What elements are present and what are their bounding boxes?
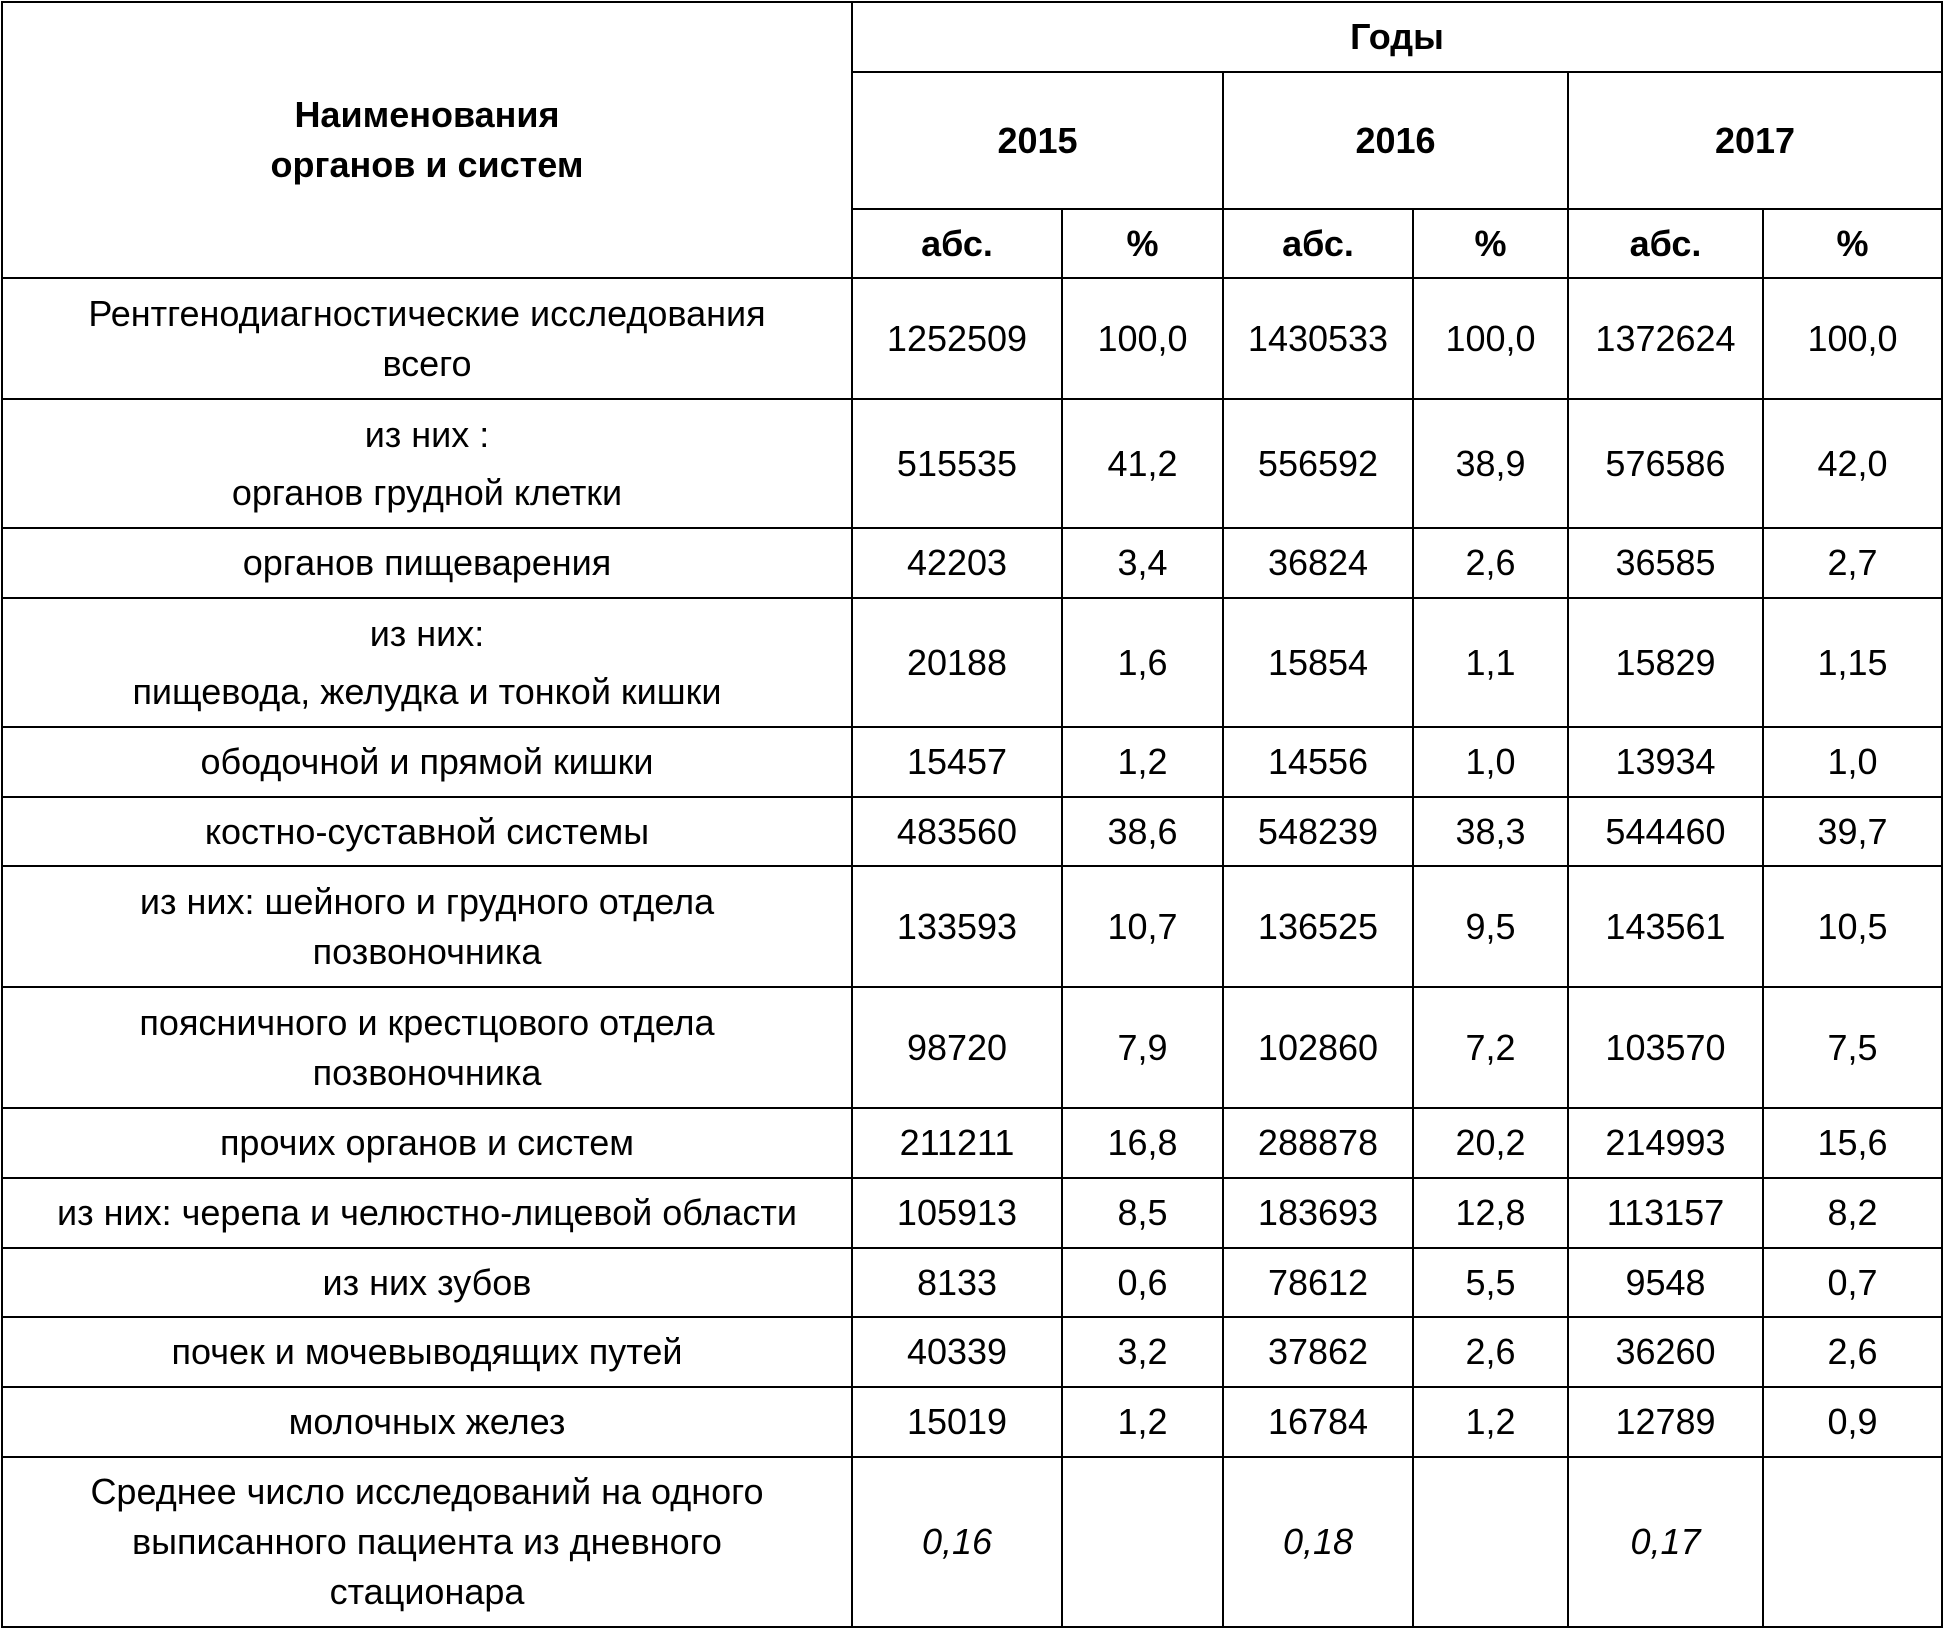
cell-abs-2017: 214993: [1568, 1108, 1763, 1178]
row-label-line1: поясничного и крестцового отдела: [139, 1001, 715, 1043]
cell-pct-2017: 15,6: [1763, 1108, 1942, 1178]
cell-pct-2015: 3,4: [1062, 528, 1223, 598]
cell-avg-empty-2017: [1763, 1457, 1942, 1627]
row-label: ободочной и прямой кишки: [2, 727, 852, 797]
table-row: [2, 797, 1942, 866]
row-label: [2, 987, 852, 1108]
statistics-table: [1, 1, 1943, 1628]
cell-abs-2016: 288878: [1223, 1108, 1413, 1178]
table-row: [2, 1178, 1942, 1248]
header-pct-2017: %: [1763, 209, 1942, 278]
cell-pct-2017: 7,5: [1763, 987, 1942, 1108]
cell-abs-2015: 20188: [852, 598, 1062, 727]
cell-abs-2015: 1252509: [852, 278, 1062, 399]
cell-pct-2015: 16,8: [1062, 1108, 1223, 1178]
cell-abs-2015: 42203: [852, 528, 1062, 598]
table-row: [2, 727, 1942, 797]
row-label: почек и мочевыводящих путей: [2, 1317, 852, 1387]
cell-pct-2016: 1,2: [1413, 1387, 1568, 1457]
cell-abs-2015: 40339: [852, 1317, 1062, 1387]
cell-pct-2016: 1,0: [1413, 727, 1568, 797]
row-label: [2, 399, 852, 528]
cell-pct-2016: 7,2: [1413, 987, 1568, 1108]
cell-abs-2015: 105913: [852, 1178, 1062, 1248]
cell-abs-2015: 15457: [852, 727, 1062, 797]
table-row: [2, 598, 1942, 727]
cell-avg-2016: 0,18: [1223, 1457, 1413, 1627]
cell-abs-2015: 483560: [852, 797, 1062, 866]
cell-abs-2017: 36585: [1568, 528, 1763, 598]
cell-abs-2016: 548239: [1223, 797, 1413, 866]
cell-abs-2017: 544460: [1568, 797, 1763, 866]
cell-pct-2016: 20,2: [1413, 1108, 1568, 1178]
cell-avg-empty-2015: [1062, 1457, 1223, 1627]
row-label-line2: позвоночника: [312, 930, 542, 972]
cell-abs-2016: 102860: [1223, 987, 1413, 1108]
row-label-line1: из них:: [369, 612, 485, 654]
cell-pct-2015: 7,9: [1062, 987, 1223, 1108]
row-label-line1: Рентгенодиагностические исследования: [88, 292, 766, 334]
row-label: [2, 1457, 852, 1627]
table-row: [2, 1317, 1942, 1387]
cell-avg-2017: 0,17: [1568, 1457, 1763, 1627]
cell-abs-2017: 13934: [1568, 727, 1763, 797]
header-name-line1: Наименования: [294, 94, 560, 135]
header-row-years: [2, 2, 1942, 72]
cell-abs-2016: 136525: [1223, 866, 1413, 987]
row-label: из них зубов: [2, 1248, 852, 1317]
cell-avg-2015: 0,16: [852, 1457, 1062, 1627]
row-label-line2: пищевода, желудка и тонкой кишки: [132, 670, 722, 712]
cell-abs-2017: 9548: [1568, 1248, 1763, 1317]
cell-pct-2015: 0,6: [1062, 1248, 1223, 1317]
cell-abs-2015: 98720: [852, 987, 1062, 1108]
cell-pct-2015: 3,2: [1062, 1317, 1223, 1387]
header-years-label: Годы: [852, 2, 1942, 72]
header-abs-2015: абс.: [852, 209, 1062, 278]
cell-pct-2017: 10,5: [1763, 866, 1942, 987]
row-label: [2, 866, 852, 987]
cell-pct-2017: 2,6: [1763, 1317, 1942, 1387]
table-row: [2, 528, 1942, 598]
cell-abs-2016: 36824: [1223, 528, 1413, 598]
header-name-line2: органов и систем: [270, 144, 584, 185]
cell-pct-2015: 8,5: [1062, 1178, 1223, 1248]
header-year-2017: 2017: [1568, 72, 1942, 209]
cell-pct-2017: 8,2: [1763, 1178, 1942, 1248]
cell-abs-2017: 113157: [1568, 1178, 1763, 1248]
row-label-line3: стационара: [329, 1571, 525, 1612]
header-year-2016: 2016: [1223, 72, 1568, 209]
cell-abs-2015: 211211: [852, 1108, 1062, 1178]
cell-pct-2017: 0,7: [1763, 1248, 1942, 1317]
cell-abs-2016: 78612: [1223, 1248, 1413, 1317]
cell-abs-2015: 8133: [852, 1248, 1062, 1317]
cell-abs-2017: 143561: [1568, 866, 1763, 987]
cell-pct-2017: 42,0: [1763, 399, 1942, 528]
cell-abs-2015: 515535: [852, 399, 1062, 528]
header-abs-2017: абс.: [1568, 209, 1763, 278]
cell-pct-2016: 12,8: [1413, 1178, 1568, 1248]
row-label: прочих органов и систем: [2, 1108, 852, 1178]
row-label-line1: Среднее число исследований на одного: [90, 1471, 764, 1512]
row-label-line1: из них :: [364, 413, 490, 455]
row-label: [2, 598, 852, 727]
row-label-line2: позвоночника: [312, 1051, 542, 1093]
table-row-total: [2, 278, 1942, 399]
table-row-average: [2, 1457, 1942, 1627]
row-label: из них: черепа и челюстно-лицевой области: [2, 1178, 852, 1248]
cell-pct-2016: 2,6: [1413, 528, 1568, 598]
cell-abs-2017: 15829: [1568, 598, 1763, 727]
cell-pct-2016: 9,5: [1413, 866, 1568, 987]
cell-avg-empty-2016: [1413, 1457, 1568, 1627]
cell-pct-2016: 38,9: [1413, 399, 1568, 528]
cell-pct-2015: 100,0: [1062, 278, 1223, 399]
cell-abs-2016: 556592: [1223, 399, 1413, 528]
header-name-cell: [2, 2, 852, 278]
cell-abs-2016: 183693: [1223, 1178, 1413, 1248]
header-abs-2016: абс.: [1223, 209, 1413, 278]
table-row: [2, 1108, 1942, 1178]
cell-pct-2017: 100,0: [1763, 278, 1942, 399]
row-label: костно-суставной системы: [2, 797, 852, 866]
cell-pct-2015: 1,6: [1062, 598, 1223, 727]
cell-abs-2017: 103570: [1568, 987, 1763, 1108]
cell-abs-2017: 36260: [1568, 1317, 1763, 1387]
header-year-2015: 2015: [852, 72, 1223, 209]
cell-pct-2017: 2,7: [1763, 528, 1942, 598]
header-pct-2016: %: [1413, 209, 1568, 278]
cell-abs-2016: 14556: [1223, 727, 1413, 797]
cell-abs-2017: 1372624: [1568, 278, 1763, 399]
cell-pct-2016: 38,3: [1413, 797, 1568, 866]
cell-abs-2017: 12789: [1568, 1387, 1763, 1457]
row-label: органов пищеварения: [2, 528, 852, 598]
cell-pct-2017: 0,9: [1763, 1387, 1942, 1457]
cell-pct-2017: 1,15: [1763, 598, 1942, 727]
header-pct-2015: %: [1062, 209, 1223, 278]
table-row: [2, 866, 1942, 987]
row-label-line2: выписанного пациента из дневного: [132, 1521, 722, 1562]
table-row: [2, 987, 1942, 1108]
cell-abs-2016: 16784: [1223, 1387, 1413, 1457]
cell-pct-2015: 10,7: [1062, 866, 1223, 987]
cell-pct-2015: 38,6: [1062, 797, 1223, 866]
row-label-line2: всего: [382, 342, 472, 384]
row-label: [2, 278, 852, 399]
cell-pct-2016: 2,6: [1413, 1317, 1568, 1387]
table-row: [2, 1248, 1942, 1317]
cell-pct-2017: 1,0: [1763, 727, 1942, 797]
row-label-line1: из них: шейного и грудного отдела: [139, 880, 715, 922]
cell-pct-2017: 39,7: [1763, 797, 1942, 866]
row-label: молочных желез: [2, 1387, 852, 1457]
cell-abs-2015: 15019: [852, 1387, 1062, 1457]
cell-abs-2016: 15854: [1223, 598, 1413, 727]
table-row: [2, 399, 1942, 528]
cell-abs-2017: 576586: [1568, 399, 1763, 528]
cell-pct-2015: 1,2: [1062, 1387, 1223, 1457]
cell-pct-2016: 1,1: [1413, 598, 1568, 727]
cell-pct-2015: 41,2: [1062, 399, 1223, 528]
cell-pct-2016: 100,0: [1413, 278, 1568, 399]
table-row: [2, 1387, 1942, 1457]
row-label-line2: органов грудной клетки: [231, 471, 623, 513]
cell-abs-2015: 133593: [852, 866, 1062, 987]
cell-abs-2016: 37862: [1223, 1317, 1413, 1387]
cell-pct-2016: 5,5: [1413, 1248, 1568, 1317]
cell-pct-2015: 1,2: [1062, 727, 1223, 797]
cell-abs-2016: 1430533: [1223, 278, 1413, 399]
